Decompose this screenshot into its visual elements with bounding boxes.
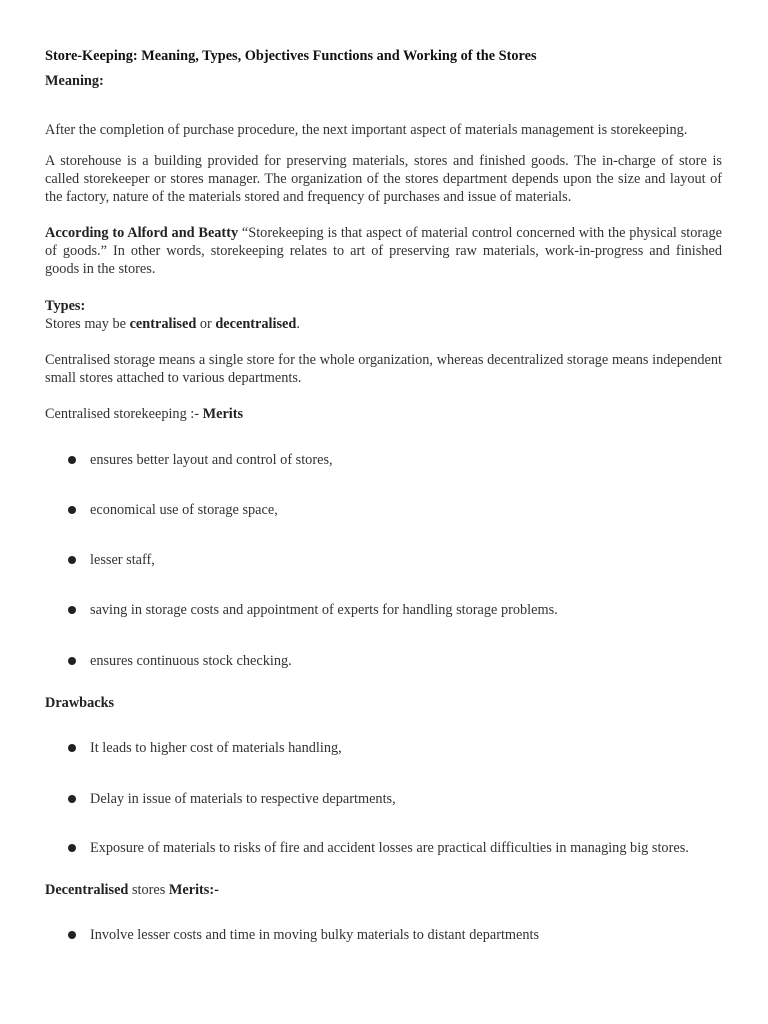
meaning-paragraph-1: After the completion of purchase procedure, the next important aspect of materials management is storekeeping. — [45, 122, 688, 138]
drawbacks-heading: Drawbacks — [45, 695, 115, 711]
decentralised-label: Decentralised — [45, 882, 129, 898]
bullet-icon — [68, 506, 76, 514]
list-item-text: saving in storage costs and appointment of experts for handling storage problems. — [90, 602, 558, 618]
alford-beatty-paragraph — [45, 224, 722, 278]
types-line-start: Stores may be — [45, 316, 130, 332]
types-line — [45, 315, 722, 333]
decentralised-merits-label: Merits:- — [168, 882, 219, 898]
centralised-label: Centralised storekeeping :- — [45, 406, 203, 422]
types-period: . — [296, 316, 300, 332]
list-item-text: Delay in issue of materials to respective departments, — [90, 791, 396, 807]
stores-word: stores — [128, 882, 169, 898]
bullet-icon — [68, 744, 76, 752]
list-item-text: It leads to higher cost of materials handling, — [90, 740, 342, 756]
bullet-icon — [68, 931, 76, 939]
list-item-text: ensures continuous stock checking. — [90, 653, 292, 669]
list-item-text: economical use of storage space, — [90, 502, 278, 518]
bullet-icon — [68, 606, 76, 614]
bullet-icon — [68, 456, 76, 464]
list-item-text: lesser staff, — [90, 552, 155, 568]
bullet-icon — [68, 657, 76, 665]
merits-label: Merits — [202, 406, 244, 422]
types-decentralised: decentralised — [215, 316, 297, 332]
decentralised-merits-heading — [45, 881, 722, 899]
types-heading: Types: — [45, 298, 86, 314]
bullet-icon — [68, 556, 76, 564]
list-item-text: Exposure of materials to risks of fire and accident losses are practical difficulties in managing big stores. — [90, 840, 689, 856]
meaning-paragraph-2: A storehouse is a building provided for preserving materials, stores and finished goods. The in-charge of store is called storekeeper or stores manager. The organization of the stores department depends upon the size and layout of the factory, nature of the materials stored and frequency of purchases and issue of materials. — [45, 153, 722, 205]
types-paragraph-2: Centralised storage means a single store for the whole organization, whereas decentralized storage means independent small stores attached to various departments. — [45, 352, 722, 386]
alford-beatty-label: According to Alford and Beatty — [45, 225, 239, 241]
types-centralised: centralised — [129, 316, 197, 332]
list-item-text: ensures better layout and control of stores, — [90, 452, 333, 468]
centralised-merits-heading — [45, 405, 722, 423]
list-item-text: Involve lesser costs and time in moving bulky materials to distant departments — [90, 927, 540, 943]
bullet-icon — [68, 844, 76, 852]
types-or: or — [196, 316, 216, 332]
bullet-icon — [68, 795, 76, 803]
document-title: Store-Keeping: Meaning, Types, Objectives Functions and Working of the Stores — [45, 48, 537, 64]
meaning-heading: Meaning: — [45, 73, 104, 89]
alford-beatty-quote: “Storekeeping is that aspect of material control concerned with the physical storage of goods.” In other words, storekeeping relates to art of preserving raw materials, work-in-progress and finished goods in the stores. — [45, 225, 722, 277]
